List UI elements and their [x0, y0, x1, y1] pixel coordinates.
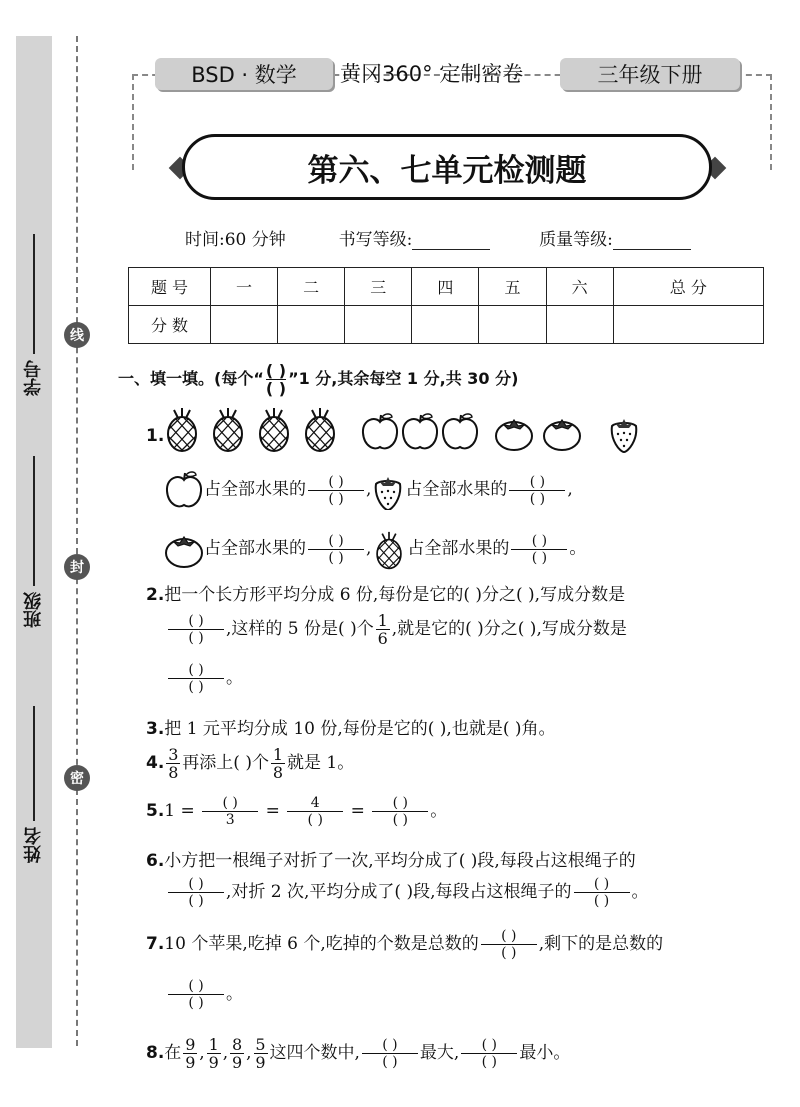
score-header-row — [129, 268, 764, 306]
score-header-cell: 六 — [546, 268, 613, 306]
equals: = — [265, 801, 280, 821]
fraction — [207, 1036, 221, 1071]
tomato-icon — [544, 420, 580, 450]
q1-line2 — [164, 526, 586, 572]
fraction — [271, 746, 285, 781]
denominator: 3 — [225, 812, 235, 828]
numerator: ( ) — [328, 473, 344, 490]
q5-text: 1 = — [164, 801, 195, 821]
period: 。 — [226, 668, 243, 688]
score-header-cell: 三 — [345, 268, 412, 306]
name-label: 姓名 — [23, 827, 44, 863]
fraction-blank[interactable] — [372, 795, 428, 828]
fraction-blank[interactable] — [168, 662, 224, 695]
comma: , — [199, 1043, 205, 1063]
numerator: ( ) — [531, 532, 548, 549]
fraction-blank[interactable] — [266, 362, 286, 397]
numerator: 3 — [168, 745, 179, 764]
subject-pill: BSD · 数学 — [155, 58, 333, 90]
q8: 8.在 $\frac{9}{9}$ , $\frac{1}{9}$ , $\frac{8}{9}$ , $\frac{5}{9}$ 这四个数中, $\frac{( )}{( )}$ 最大, $\frac{( )}{( )}$ 最小。 — [146, 1035, 571, 1072]
pineapple-icon — [168, 408, 196, 451]
score-header-cell: 五 — [479, 268, 546, 306]
apple-icon — [403, 414, 437, 448]
denominator: 9 — [255, 1053, 266, 1072]
comma: , — [567, 479, 573, 500]
q3: 3.把 1 元平均分成 10 份,每份是它的( ),也就是( )角。 — [146, 719, 556, 739]
q1-text: 占全部水果的 — [405, 479, 508, 500]
score-header-cell: 二 — [278, 268, 345, 306]
period: 。 — [226, 984, 243, 1004]
tomato-icon — [496, 420, 532, 450]
fraction-blank[interactable] — [168, 613, 224, 646]
period: 。 — [430, 801, 448, 821]
q1-text: 占全部水果的 — [204, 479, 306, 500]
numerator: ( ) — [501, 928, 517, 944]
denominator: ( ) — [593, 893, 610, 909]
writing-grade-label: 书写等级: — [338, 230, 413, 250]
numerator: ( ) — [529, 473, 546, 490]
score-cell[interactable] — [345, 306, 412, 344]
denominator: 9 — [208, 1053, 219, 1072]
denominator: 9 — [185, 1053, 196, 1072]
score-table — [128, 267, 764, 344]
denominator: ( ) — [382, 1054, 398, 1070]
fraction — [166, 746, 180, 781]
numerator: 4 — [310, 795, 320, 811]
strawberry-icon — [612, 419, 637, 452]
denominator: 8 — [272, 763, 284, 782]
q8-text: 在 — [164, 1043, 182, 1063]
numerator: ( ) — [188, 876, 204, 892]
section-heading — [118, 362, 518, 397]
q1-text: 占全部水果的 — [407, 538, 510, 559]
fraction-blank[interactable] — [308, 533, 364, 566]
fraction — [183, 1036, 197, 1071]
fraction-blank[interactable] — [481, 928, 537, 961]
seal-secret: 密 — [64, 765, 90, 791]
page-title: 第六、七单元检测题 — [182, 134, 712, 200]
section-note: ”1 分,其余每空 1 分,共 30 分) — [288, 369, 519, 388]
score-cell[interactable] — [479, 306, 546, 344]
numerator: ( ) — [328, 532, 344, 549]
fraction-blank[interactable] — [287, 795, 343, 828]
denominator: ( ) — [307, 812, 323, 828]
score-row-label: 分 数 — [129, 306, 211, 344]
q2-text: 把一个长方形平均分成 6 份,每份是它的( )分之( ),写成分数是 — [164, 585, 626, 605]
period: 。 — [631, 882, 649, 902]
numerator: ( ) — [392, 795, 408, 811]
denominator: ( ) — [188, 679, 204, 695]
numerator: ( ) — [188, 978, 204, 994]
denominator: ( ) — [265, 379, 287, 398]
denominator: ( ) — [481, 1054, 498, 1070]
fraction-blank[interactable] — [461, 1037, 517, 1070]
brand-text: 黄冈360° 定制密卷 — [340, 62, 524, 86]
q1-text: 占全部水果的 — [204, 538, 306, 559]
score-cell[interactable] — [613, 306, 763, 344]
denominator: ( ) — [328, 490, 344, 507]
score-header-cell: 题 号 — [129, 268, 211, 306]
q2-line3 — [166, 662, 243, 695]
fraction-blank[interactable] — [202, 795, 258, 828]
q4-text: 就是 1。 — [286, 753, 355, 773]
seal-seal: 封 — [64, 554, 90, 580]
writing-grade-blank[interactable] — [412, 249, 490, 250]
strawberry-icon — [371, 470, 405, 510]
fraction — [376, 612, 390, 647]
numerator: 1 — [377, 611, 388, 630]
quality-grade-label: 质量等级: — [539, 230, 613, 250]
q8-text: 这四个数中, — [269, 1043, 360, 1063]
denominator: ( ) — [529, 490, 546, 507]
q6-text: ,对折 2 次,平均分成了( )段,每段占这根绳子的 — [226, 882, 572, 902]
section-title: 一、填一填。 — [118, 369, 215, 388]
numerator: ( ) — [382, 1037, 398, 1053]
apple-icon — [164, 470, 204, 510]
numerator: 8 — [232, 1035, 243, 1054]
fraction-blank[interactable] — [168, 876, 224, 909]
q2-text: ,这样的 5 份是( )个 — [226, 619, 374, 639]
student-id-label: 学号 — [23, 360, 44, 396]
pineapple-icon — [306, 408, 334, 451]
comma: , — [246, 1043, 252, 1063]
numerator: ( ) — [593, 876, 610, 892]
tomato-icon — [164, 529, 204, 569]
denominator: ( ) — [392, 812, 408, 828]
denominator: ( ) — [188, 630, 204, 646]
denominator: ( ) — [188, 995, 204, 1011]
score-header-cell: 四 — [412, 268, 479, 306]
comma: , — [366, 479, 372, 500]
score-header-cell: 一 — [211, 268, 278, 306]
q7-line2 — [166, 978, 243, 1011]
comma: , — [366, 538, 372, 559]
q7-text: ,剩下的是总数的 — [538, 934, 664, 954]
q7-text: 10 个苹果,吃掉 6 个,吃掉的个数是总数的 — [164, 934, 479, 954]
numerator: ( ) — [188, 662, 204, 678]
numerator: ( ) — [222, 795, 238, 811]
fraction-blank[interactable] — [509, 474, 565, 507]
q1-number: 1. — [146, 426, 165, 446]
q6-line1: 6.小方把一根绳子对折了一次,平均分成了( )段,每段占这根绳子的 — [146, 851, 636, 871]
denominator: ( ) — [188, 893, 204, 909]
denominator: 9 — [232, 1053, 243, 1072]
q7-line1: 7.10 个苹果,吃掉 6 个,吃掉的个数是总数的 $\frac{( )}{( )}$ ,剩下的是总数的 — [146, 928, 664, 961]
q8-text: 最小。 — [519, 1043, 571, 1063]
apple-icon — [363, 414, 397, 448]
q8-text: 最大, — [419, 1043, 460, 1063]
seal-line: 线 — [64, 322, 90, 348]
q1-line1 — [164, 470, 573, 510]
name-field — [16, 706, 52, 863]
pineapple-icon — [371, 526, 407, 572]
grade-pill: 三年级下册 — [560, 58, 740, 90]
time-label: 时间:60 分钟 — [185, 230, 286, 250]
numerator: 1 — [272, 745, 284, 764]
denominator: 6 — [377, 629, 388, 648]
binding-strip — [16, 36, 52, 1048]
pineapple-icon — [214, 408, 242, 451]
binding-dashed-line — [76, 36, 78, 1046]
fruit-row — [162, 404, 642, 456]
score-cell[interactable] — [412, 306, 479, 344]
numerator: ( ) — [188, 613, 204, 629]
fraction-blank[interactable] — [511, 533, 567, 566]
q4: 4. $\frac{3}{8}$ 再添上( )个 $\frac{1}{8}$ 就是 1。 — [146, 745, 355, 782]
score-cell[interactable] — [211, 306, 278, 344]
student-id-field — [16, 234, 52, 396]
quality-grade-blank[interactable] — [613, 249, 691, 250]
q2-line2 — [166, 612, 627, 647]
pineapple-icon — [260, 408, 288, 451]
q6-text: 小方把一根绳子对折了一次,平均分成了( )段,每段占这根绳子的 — [164, 851, 636, 871]
section-note: (每个“ — [214, 369, 264, 388]
period: 。 — [569, 538, 587, 559]
fraction-blank[interactable] — [308, 474, 364, 507]
numerator: 5 — [255, 1035, 266, 1054]
fraction — [254, 1036, 268, 1071]
fraction-blank[interactable] — [168, 978, 224, 1011]
denominator: ( ) — [531, 549, 548, 566]
class-field — [16, 456, 52, 628]
apple-icon — [443, 414, 477, 448]
q2-text: ,就是它的( )分之( ),写成分数是 — [391, 619, 627, 639]
denominator: ( ) — [501, 945, 517, 961]
score-header-cell: 总 分 — [613, 268, 763, 306]
numerator: 1 — [208, 1035, 219, 1054]
denominator: ( ) — [328, 549, 344, 566]
fraction-blank[interactable] — [362, 1037, 418, 1070]
q2-line1: 2.把一个长方形平均分成 6 份,每份是它的( )分之( ),写成分数是 — [146, 585, 626, 605]
numerator: ( ) — [481, 1037, 498, 1053]
equals: = — [350, 801, 365, 821]
numerator: ( ) — [265, 361, 287, 380]
q5: 5.1 = $\frac{( )}{3}$ = $\frac{4}{( )}$ = $\frac{( )}{( )}$ 。 — [146, 795, 448, 828]
score-cell[interactable] — [278, 306, 345, 344]
numerator: 9 — [185, 1035, 196, 1054]
comma: , — [222, 1043, 229, 1063]
denominator: 8 — [168, 763, 179, 782]
score-cell[interactable] — [546, 306, 613, 344]
fraction-blank[interactable] — [574, 876, 630, 909]
q4-text: 再添上( )个 — [182, 753, 269, 773]
class-label: 班级 — [23, 592, 44, 628]
score-value-row — [129, 306, 764, 344]
q6-line2 — [166, 876, 649, 909]
exam-meta — [185, 225, 691, 250]
fraction — [230, 1036, 244, 1071]
q3-text: 把 1 元平均分成 10 份,每份是它的( ),也就是( )角。 — [164, 719, 556, 739]
